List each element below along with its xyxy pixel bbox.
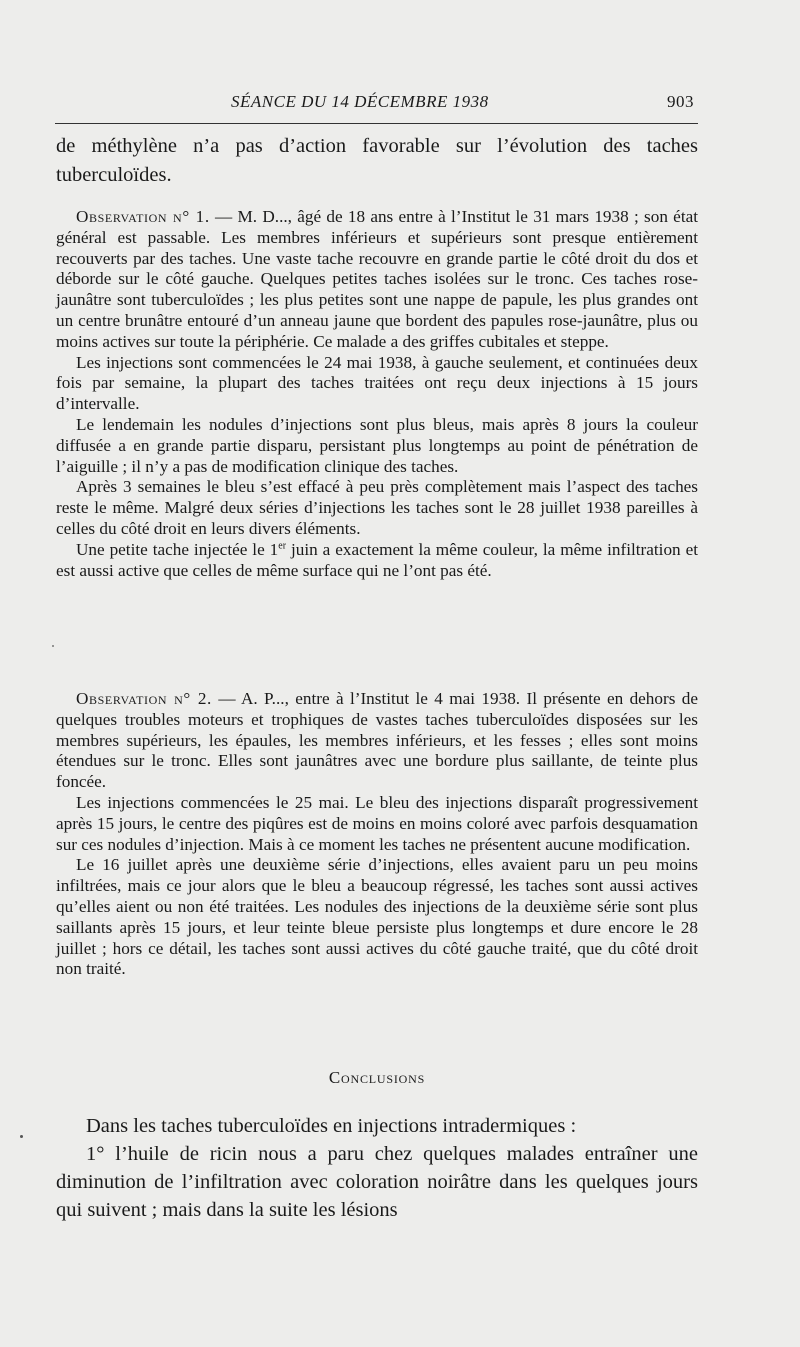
observation-1-para-4: Après 3 semaines le bleu s’est effacé à peu près complètement mais l’aspect des taches reste le même. Malgré deux séries d’injections les taches sont le 28 juillet 1938 pareilles à celles du côté droit en leurs divers éléments.: [56, 477, 698, 538]
observation-1-label: Observation n° 1.: [76, 207, 210, 226]
observation-2-para-2: Les injections commencées le 25 mai. Le bleu des injections disparaît progressivement après 15 jours, le centre des piqûres est de moins en moins coloré avec parfois desquamation sur ces nodules d’injection. Mais à ce moment les taches ne présentent aucune modification.: [56, 792, 698, 854]
page-number: 903: [667, 92, 694, 111]
intro-paragraph: [56, 132, 698, 190]
conclusions-line-2: 1° l’huile de ricin nous a paru chez quelques malades entraîner une diminution de l’infiltration avec coloration noirâtre dans les quelques jours qui suivent ; mais dans la suite les lésions: [56, 1143, 698, 1221]
observation-2-text-1: — A. P..., entre à l’Institut le 4 mai 1938. Il présente en dehors de quelques troubles moteurs et trophiques de vastes taches tuberculoïdes disposées sur les membres supérieurs, les épaules, les membres inférieurs, et les fesses ; elles sont moins étendues sur le tronc. Elles sont jaunâtres avec une bordure plus saillante, de teinte plus foncée.: [56, 689, 698, 792]
observation-1-para-5: [56, 540, 698, 582]
conclusions-line-1: Dans les taches tuberculoïdes en injections intradermiques :: [86, 1115, 577, 1137]
observation-1-text-1: — M. D..., âgé de 18 ans entre à l’Institut le 31 mars 1938 ; son état général est passable. Les membres inférieurs et supérieurs sont presque entièrement recouverts par des taches. Une vaste tache recouvre en grande partie le côté droit du dos et déborde sur le côté gauche. Quelques petites taches isolées sur le tronc. Ces taches rose-jaunâtre sont tuberculoïdes ; les plus petites sont une nappe de papule, les plus grandes ont un centre brunâtre entouré d’un anneau jaune que bordent des papules rose-jaunâtre, plus ou moins actives sur toute la périphérie. Ce malade a des griffes cubitales et steppe.: [56, 207, 698, 351]
running-header: [56, 92, 696, 116]
observation-1-para-3: Le lendemain les nodules d’injections sont plus bleus, mais après 8 jours la couleur diffusée a en grande partie disparu, persistant plus longtemps au point de pénétration de l’aiguille ; il n’y a pas de modification clinique des taches.: [56, 414, 698, 476]
header-title: SÉANCE DU 14 DÉCEMBRE 1938: [231, 92, 489, 111]
margin-speck-small: [52, 645, 54, 647]
observation-2: [56, 689, 698, 980]
observation-1-para-1: [56, 207, 698, 353]
superscript-er: er: [278, 540, 287, 552]
observation-1-text-5b: juin a exactement la même couleur, la même infiltration et est aussi active que celles de même surface qui ne l’ont pas été.: [56, 539, 698, 580]
observation-1: [56, 207, 698, 581]
observation-2-label: Observation n° 2.: [76, 689, 212, 708]
conclusions-heading: Conclusions: [328, 1068, 426, 1087]
conclusions-body: [56, 1112, 698, 1224]
observation-1-para-2: Les injections sont commencées le 24 mai 1938, à gauche seulement, et continuées deux fois par semaine, la plupart des taches traitées ont reçu deux injections à 15 jours d’intervalle.: [56, 352, 698, 414]
observation-2-para-1: [56, 689, 698, 793]
margin-speck: [20, 1135, 23, 1138]
observation-1-text-5a: Une petite tache injectée le 1: [76, 539, 279, 559]
observation-2-para-3: Le 16 juillet après une deuxième série d’injections, elles avaient paru un peu moins infiltrées, mais ce jour alors que le bleu a beaucoup régressé, les taches sont aussi actives qu’elles aient ou non été traitées. Les nodules des injections de la deuxième série sont plus saillants après 15 jours, et leur teinte bleue persiste plus longtemps et dure encore le 28 juillet ; hors ce détail, les taches sont aussi actives du côté gauche traité, que du côté droit non traité.: [56, 855, 698, 979]
header-rule: [55, 123, 698, 124]
intro-text: de méthylène n’a pas d’action favorable sur l’évolution des taches tuberculoïdes.: [56, 135, 698, 186]
